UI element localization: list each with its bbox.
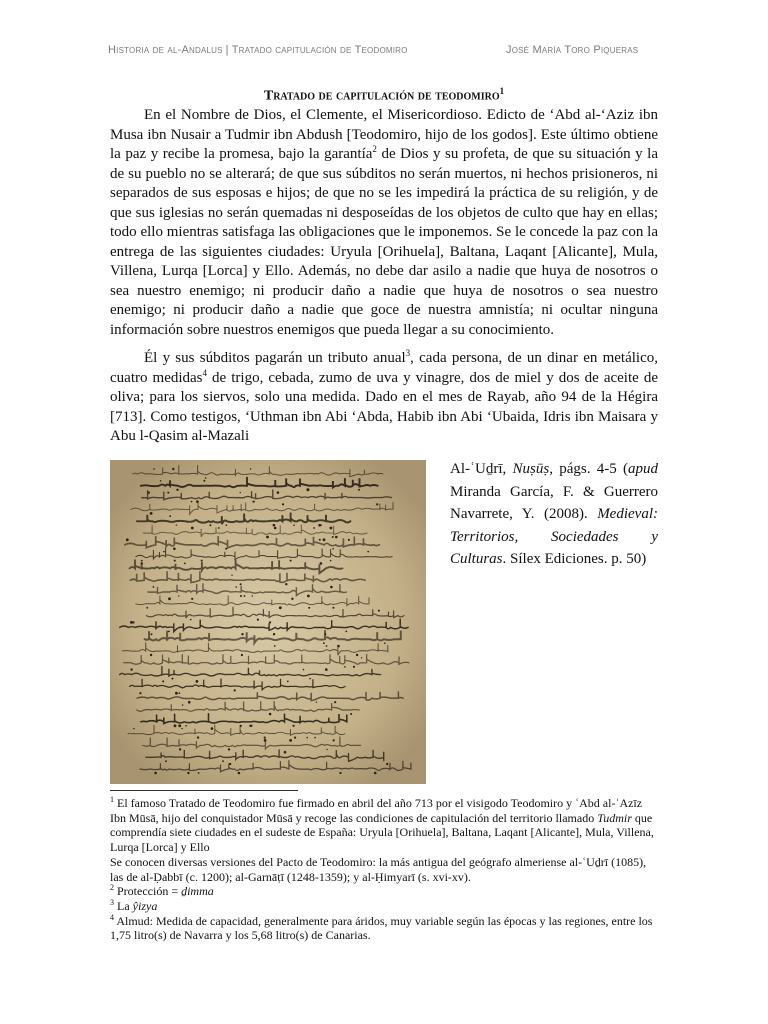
- footnote-ref-2[interactable]: 2: [372, 144, 377, 154]
- header-document-title: Tratado capitulación de Teodomiro: [231, 44, 408, 56]
- manuscript-ink-dot: [209, 524, 211, 526]
- manuscript-ink-dot: [168, 631, 170, 633]
- running-header: [108, 44, 668, 56]
- footnote-4-mark: 4: [110, 912, 114, 922]
- manuscript-ink-dot: [293, 524, 295, 526]
- manuscript-ink-dot: [356, 654, 358, 656]
- caption-apud: apud: [628, 461, 658, 477]
- header-author: José María Toro Piqueras: [506, 44, 639, 56]
- manuscript-ink-dot: [226, 524, 228, 526]
- manuscript-ink-dot: [293, 725, 295, 727]
- manuscript-ink-dot: [264, 737, 266, 739]
- footnotes: [110, 796, 658, 943]
- paragraph-2-text-a: Él y sus súbditos pagarán un tributo anual: [144, 350, 406, 366]
- manuscript-ink-dot: [344, 666, 346, 668]
- manuscript-ink-dot: [266, 536, 269, 539]
- manuscript-ink-dot: [126, 538, 129, 541]
- manuscript-ink-dot: [240, 583, 242, 585]
- manuscript-ink-dot: [319, 539, 321, 541]
- manuscript-ink-dot: [309, 678, 311, 680]
- footnote-1-text-a: El famoso Tratado de Teodomiro fue firmado en abril del año 713 por el visigodo Teodomiro y ʿAbd al-ʿAzīz Ibn Mūsā, hijo del conquistador Mūsā y recoge las condiciones de capitulación del territorio llamado: [110, 796, 643, 825]
- manuscript-ink-dot: [173, 548, 176, 551]
- manuscript-ink-dot: [289, 739, 292, 742]
- manuscript-ink-dot: [291, 598, 293, 600]
- paragraph-2-text-c: de trigo, cebada, zumo de uva y vinagre, dos de miel y dos de aceite de oliva; para los siervos, solo una medida. Dado en el mes de Rayab, año 94 de la Hégira [713]. Como testigos, ‘Uthman ibn Abi ‘Abda, Habib ibn Abi ‘Ubaida, Idris ibn Maisara y Abu l-Qasim al-Mazali: [110, 369, 658, 444]
- footnote-ref-3[interactable]: 3: [405, 348, 411, 358]
- manuscript-ink-dot: [332, 607, 334, 609]
- manuscript-ink-dot: [252, 595, 253, 596]
- manuscript-ink-dot: [313, 527, 315, 529]
- title-text: Tratado de capitulación de teodomiro: [263, 88, 500, 104]
- manuscript-ink-dot: [218, 527, 220, 529]
- manuscript-ink-dot: [345, 631, 347, 633]
- manuscript-ink-dot: [374, 772, 377, 775]
- manuscript-ink-dot: [386, 763, 388, 765]
- manuscript-ink-dot: [326, 749, 327, 750]
- footnote-ref-1[interactable]: 1: [499, 86, 505, 96]
- manuscript-ink-dot: [184, 563, 186, 565]
- manuscript-ink-dot: [188, 701, 191, 704]
- manuscript-ink-dot: [277, 491, 280, 494]
- manuscript-ink-dot: [167, 492, 169, 494]
- manuscript-ink-dot: [222, 760, 224, 762]
- manuscript-ink-dot: [160, 480, 162, 482]
- manuscript-ink-dot: [282, 503, 284, 505]
- manuscript-ink-dot: [399, 622, 400, 623]
- footnote-4-text: Almud: Medida de capacidad, generalmente para áridos, muy variable según las épocas y las regiones, entre los 1,75 litro(s) de Navarra y los 5,68 litro(s) de Canarias.: [110, 913, 653, 943]
- manuscript-ink-dot: [141, 562, 143, 564]
- manuscript-ink-dot: [332, 536, 334, 538]
- manuscript-ink-dot: [333, 739, 335, 741]
- manuscript-ink-dot: [169, 515, 171, 517]
- manuscript-ink-dot: [252, 501, 254, 503]
- manuscript-ink-dot: [153, 468, 155, 470]
- manuscript-ink-dot: [325, 633, 327, 635]
- document-title: [0, 86, 768, 105]
- manuscript-ink-dot: [190, 619, 192, 621]
- footnote-versions: Se conocen diversas versiones del Pacto de Teodomiro: la más antigua del geógrafo almeriense al-ʿUḏrī (1085), las de al-Ḍabbī (c. 1200); al-Garnāṭī (1248-1359); y al-Ḥimyarī (s. xvi-xv).: [110, 854, 647, 884]
- caption-work: Nuṣūṣ: [512, 461, 550, 477]
- manuscript-ink-dot: [318, 524, 321, 527]
- manuscript-ink-dot: [376, 503, 378, 505]
- manuscript-ink-dot: [287, 681, 289, 683]
- header-separator: |: [225, 44, 229, 56]
- manuscript-ink-dot: [244, 595, 246, 597]
- manuscript-ink-dot: [234, 689, 236, 691]
- treaty-text: [110, 106, 658, 447]
- manuscript-ink-dot: [182, 704, 184, 706]
- manuscript-ink-dot: [240, 492, 241, 493]
- manuscript-ink-dot: [196, 680, 199, 683]
- manuscript-ink-dot: [197, 736, 199, 738]
- figure-caption: [450, 458, 658, 571]
- footnote-1-text-b: que comprendía siete ciudades en el sudeste de España: Uryula [Orihuela], Baltana, Laqant [Alicante], Mula, Villena, Lurqa [Lorca] y Ello: [110, 810, 654, 855]
- manuscript-ink-dot: [179, 692, 181, 694]
- manuscript-ink-dot: [335, 536, 338, 539]
- manuscript-ink-dot: [378, 610, 380, 612]
- footnote-3-term: ŷizya: [132, 898, 158, 913]
- manuscript-ink-dot: [176, 489, 178, 491]
- manuscript-ink-dot: [241, 633, 243, 635]
- manuscript-ink-dot: [141, 560, 143, 562]
- manuscript-ink-dot: [320, 562, 323, 565]
- manuscript-ink-dot: [150, 654, 152, 656]
- paragraph-2-text-b: , cada persona, de un dinar en metálico, cuatro medidas: [110, 350, 658, 386]
- caption-author: Al-ʿUḏrī,: [450, 461, 513, 477]
- caption-publisher: . Sílex Ediciones. p. 50): [502, 551, 647, 567]
- footnote-4: [110, 914, 658, 943]
- manuscript-ink-dot: [162, 680, 164, 682]
- footnote-1-mark: 1: [110, 795, 114, 804]
- manuscript-ink-dot: [178, 724, 181, 727]
- arabic-manuscript-image: [110, 460, 426, 784]
- caption-editors: Miranda García, F. & Guerrero Navarrete, Y. (2008).: [450, 483, 658, 522]
- manuscript-ink-dot: [151, 633, 153, 635]
- manuscript-ink-dot: [350, 713, 352, 715]
- manuscript-ink-dot: [358, 489, 360, 491]
- manuscript-ink-dot: [228, 748, 230, 750]
- manuscript-ink-dot: [294, 737, 296, 739]
- manuscript-ink-dot: [172, 678, 174, 680]
- paragraph-1: [110, 106, 658, 340]
- manuscript-ink-dot: [308, 607, 310, 609]
- manuscript-ink-dot: [191, 527, 194, 530]
- footnote-divider: [110, 790, 298, 791]
- manuscript-ink-dot: [130, 668, 132, 670]
- footnote-3-text: La: [114, 898, 133, 913]
- manuscript-ink-dot: [178, 595, 179, 596]
- manuscript-ink-dot: [165, 760, 167, 762]
- manuscript-ink-dot: [307, 595, 310, 598]
- manuscript-ink-dot: [191, 598, 193, 600]
- manuscript-ink-dot: [174, 724, 177, 727]
- manuscript-ink-dot: [231, 575, 232, 576]
- footnote-3-mark: 3: [110, 897, 114, 907]
- manuscript-ink-dot: [250, 725, 252, 727]
- manuscript-ink-dot: [187, 772, 189, 774]
- manuscript-ink-dot: [330, 586, 333, 589]
- manuscript-ink-dot: [330, 527, 333, 530]
- paragraph-2: [110, 349, 658, 447]
- manuscript-ink-dot: [150, 512, 153, 515]
- manuscript-ink-dot: [361, 657, 362, 658]
- footnote-1: [110, 796, 658, 855]
- manuscript-ink-dot: [285, 583, 287, 585]
- manuscript-ink-dot: [353, 666, 355, 668]
- manuscript-ink-dot: [133, 728, 134, 729]
- footnote-1-tudmir: Tudmir: [597, 810, 632, 825]
- manuscript-ink-dot: [306, 488, 309, 491]
- manuscript-ink-dot: [198, 772, 200, 774]
- manuscript-ink-dot: [185, 725, 187, 727]
- paragraph-1-text-a: En el Nombre de Dios, el Clemente, el Misericordioso. Edicto de ‘Abd al-‘Aziz ibn Musa ibn Nusair a Tudmir ibn Abdush [Teodomiro, hijo de los godos]. Este último obtiene la paz y recibe la promesa, bajo la garantía: [110, 107, 658, 162]
- manuscript-ink-dot: [274, 527, 277, 530]
- manuscript-ink-dot: [332, 548, 334, 550]
- footnote-2-text: Protección =: [114, 884, 182, 899]
- manuscript-ink-dot: [334, 701, 336, 703]
- paragraph-1-text-b: de Dios y su profeta, de que su situación y la de su pueblo no se alterará; de que sus súbditos no serán muertos, ni hechos prisioneros, ni separados de sus esposas e hijos; de que no se les impedirá la práctica de su religión, y de que sus iglesias no serán quemadas ni desposeídas de los objetos de culto que hay en ellas; todo ello mientras satisfaga las obligaciones que le imponemos. Se le concede la paz con la entrega de las siguientes ciudades: Uryula [Orihuela], Baltana, Laqant [Alicante], Mula, Villena, Lurqa [Lorca] y Ello. Además, no debe dar asilo a nadie que huya de nosotros o sea nuestro enemigo; ni producir daño a nadie que huya de nosotros o sea nuestro enemigo; ni producir daño a nadie que goce de nuestra amnistía; ni ocultar ninguna información sobre nuestros enemigos que pueda llegar a su conocimiento.: [110, 146, 658, 338]
- manuscript-ink-dot: [148, 492, 150, 494]
- manuscript-ink-dot: [175, 692, 178, 695]
- manuscript-ink-dot: [203, 480, 205, 482]
- manuscript-ink-dot: [348, 539, 350, 541]
- manuscript-ink-dot: [139, 692, 141, 694]
- manuscript-ink-dot: [367, 551, 369, 553]
- manuscript-ink-dot: [303, 669, 305, 671]
- manuscript-drawing: [110, 460, 426, 784]
- manuscript-ink-dot: [176, 525, 177, 526]
- caption-pages: , págs. 4-5 (: [549, 461, 628, 477]
- footnote-2-term: ḏimma: [181, 884, 214, 899]
- manuscript-ink-dot: [174, 560, 176, 562]
- manuscript-ink-dot: [290, 560, 292, 562]
- manuscript-ink-dot: [316, 702, 317, 703]
- footnote-ref-4[interactable]: 4: [202, 367, 208, 378]
- manuscript-ink-dot: [339, 772, 341, 774]
- manuscript-ink-dot: [205, 477, 207, 479]
- manuscript-ink-dot: [284, 751, 287, 754]
- manuscript-ink-dot: [269, 713, 272, 716]
- footnote-2: [110, 884, 658, 899]
- manuscript-ink-dot: [181, 728, 182, 729]
- manuscript-ink-dot: [337, 645, 340, 648]
- manuscript-ink-dot: [257, 619, 259, 621]
- manuscript-ink-dot: [273, 524, 276, 527]
- manuscript-ink-dot: [225, 548, 227, 550]
- header-section: Historia de al-Andalus: [108, 44, 223, 56]
- manuscript-ink-dot: [241, 654, 243, 656]
- manuscript-ink-dot: [154, 772, 157, 775]
- manuscript-ink-dot: [274, 645, 276, 647]
- manuscript-ink-dot: [250, 468, 251, 469]
- manuscript-ink-dot: [211, 727, 214, 730]
- caption-book-title: Medieval: Territorios, Sociedades y Culturas: [450, 506, 658, 567]
- footnote-3: [110, 899, 658, 914]
- manuscript-ink-dot: [330, 560, 332, 562]
- manuscript-ink-dot: [240, 595, 242, 597]
- manuscript-ink-dot: [323, 642, 325, 644]
- manuscript-ink-dot: [273, 633, 275, 635]
- manuscript-ink-dot: [146, 607, 148, 609]
- manuscript-ink-dot: [384, 642, 386, 644]
- manuscript-ink-dot: [326, 645, 328, 647]
- manuscript-ink-dot: [325, 668, 328, 671]
- manuscript-ink-dot: [235, 586, 237, 588]
- manuscript-ink-dot: [279, 606, 282, 609]
- manuscript-ink-dot: [179, 748, 181, 750]
- manuscript-ink-dot: [201, 560, 203, 562]
- manuscript-ink-dot: [314, 737, 316, 739]
- manuscript-ink-dot: [323, 538, 326, 541]
- footnote-2-mark: 2: [110, 883, 114, 893]
- manuscript-ink-dot: [163, 551, 165, 553]
- manuscript-ink-dot: [172, 468, 174, 470]
- manuscript-ink-dot: [191, 501, 193, 503]
- manuscript-ink-dot: [238, 772, 241, 775]
- manuscript-ink-dot: [168, 597, 171, 600]
- manuscript-ink-dot: [153, 586, 155, 588]
- manuscript-ink-dot: [229, 763, 231, 765]
- manuscript-ink-dot: [130, 621, 133, 624]
- manuscript-ink-dot: [264, 739, 267, 742]
- manuscript-ink-dot: [306, 737, 308, 739]
- manuscript-ink-dot: [269, 621, 271, 623]
